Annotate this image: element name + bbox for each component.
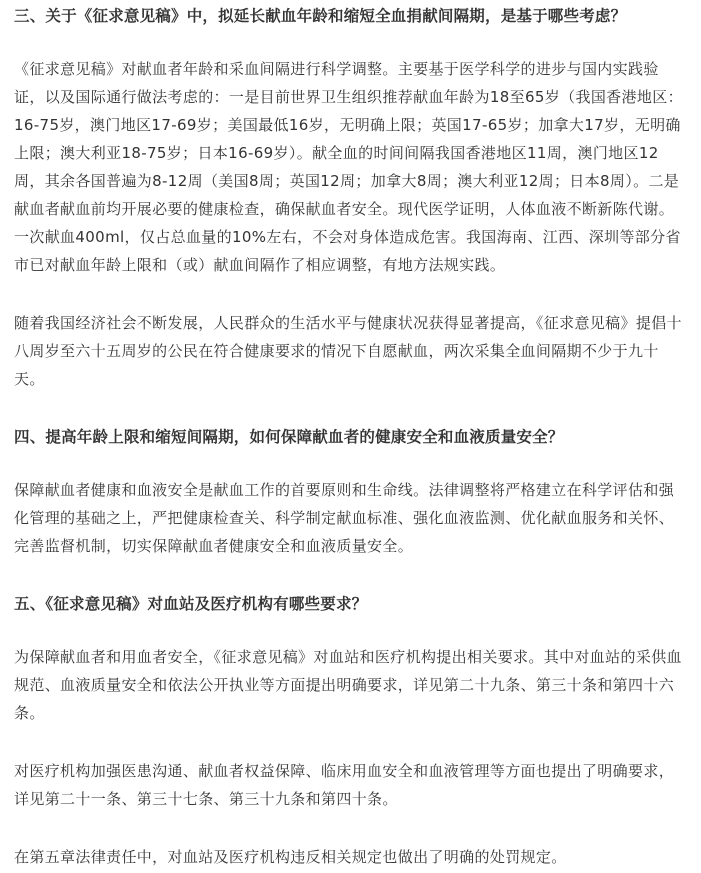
paragraph-hospital-requirements: 对医疗机构加强医患沟通、献血者权益保障、临床用血安全和血液管理等方面也提出了明确要求，详见第二十一条、第三十七条、第三十九条和第四十条。 <box>14 762 675 808</box>
paragraph-legal-liability: 在第五章法律责任中，对血站及医疗机构违反相关规定也做出了明确的处罚规定。 <box>14 848 567 866</box>
spacer <box>14 727 687 757</box>
spacer <box>14 560 687 590</box>
paragraph-safety-guarantee: 保障献血者健康和血液安全是献血工作的首要原则和生命线。法律调整将严格建立在科学评估和强化管理的基础之上，严把健康检查关、科学制定献血标准、强化血液监测、优化献血服务和关怀、完善监督机制，切实保障献血者健康安全和血液质量安全。 <box>14 481 675 555</box>
section-heading-4: 四、提高年龄上限和缩短间隔期，如何保障献血者的健康安全和血液质量安全？ <box>14 428 564 446</box>
spacer <box>14 393 687 423</box>
spacer <box>14 30 687 55</box>
section-heading-3: 三、关于《征求意见稿》中，拟延长献血年龄和缩短全血捐献间隔期，是基于哪些考虑？ <box>14 7 627 25</box>
spacer <box>14 279 687 309</box>
paragraph-blood-station-requirements: 为保障献血者和用血者安全，《征求意见稿》对血站和医疗机构提出相关要求。其中对血站的采供血规范、血液质量安全和依法公开执业等方面提出明确要求，详见第二十九条、第三十条和第四十六条。 <box>14 648 682 722</box>
spacer <box>14 813 687 843</box>
paragraph-age-interval-basis: 《征求意见稿》对献血者年龄和采血间隔进行科学调整。主要基于医学科学的进步与国内实践验证，以及国际通行做法考虑的：一是目前世界卫生组织推荐献血年龄为18至65岁（我国香港地区：16-75岁，澳门地区17-69岁；美国最低16岁，无明确上限；英国17-65岁；加拿大17岁，无明确上限；澳大利亚18-75岁；日本16-69岁）。献全血的时间间隔我国香港地区11周，澳门地区12周，其余各国普遍为8-12周（美国8周；英国12周；加拿大8周；澳大利亚12周；日本8周）。二是献血者献血前均开展必要的健康检查，确保献血者安全。现代医学证明，人体血液不断新陈代谢。一次献血400ml，仅占总血量的10%左右，不会对身体造成危害。我国海南、江西、深圳等部分省市已对献血年龄上限和（或）献血间隔作了相应调整，有地方法规实践。 <box>14 60 683 274</box>
spacer <box>14 618 687 643</box>
section-heading-5: 五、《征求意见稿》对血站及医疗机构有哪些要求？ <box>14 595 368 613</box>
spacer <box>14 451 687 476</box>
paragraph-age-proposal: 随着我国经济社会不断发展，人民群众的生活水平与健康状况获得显著提高，《征求意见稿》提倡十八周岁至六十五周岁的公民在符合健康要求的情况下自愿献血，两次采集全血间隔期不少于九十天。 <box>14 314 682 388</box>
